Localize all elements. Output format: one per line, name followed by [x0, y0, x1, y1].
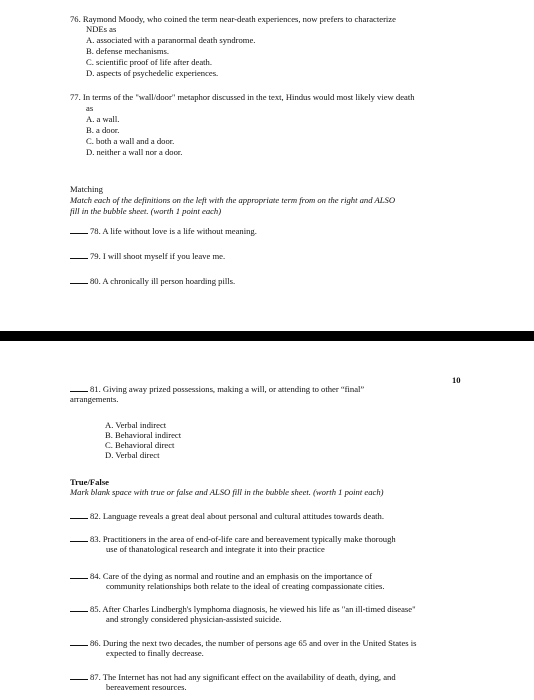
q81-option-c: C. Behavioral direct — [105, 440, 175, 450]
tf-item-83: 83. Practitioners in the area of end-of-life care and bereavement typically make thorough — [70, 534, 396, 544]
tf-item-87-cont: bereavement resources. — [106, 682, 187, 692]
truefalse-instructions: Mark blank space with true or false and ALSO fill in the bubble sheet. (worth 1 point each) — [70, 487, 384, 497]
q77-option-a: A. a wall. — [86, 114, 120, 124]
q76-option-a: A. associated with a paranormal death syndrome. — [86, 35, 256, 45]
q76-stem-cont: NDEs as — [86, 24, 117, 34]
matching-instructions-cont: fill in the bubble sheet. (worth 1 point each) — [70, 206, 222, 216]
answer-blank[interactable] — [70, 511, 88, 519]
answer-blank[interactable] — [70, 604, 88, 612]
answer-blank[interactable] — [70, 226, 88, 234]
tf-item-85: 85. After Charles Lindbergh's lymphoma diagnosis, he viewed his life as "an ill-timed disease" — [70, 604, 416, 614]
answer-blank[interactable] — [70, 571, 88, 579]
tf-item-83-cont: use of thanatological research and integrate it into their practice — [106, 544, 325, 554]
matching-heading: Matching — [70, 184, 103, 194]
tf-item-87: 87. The Internet has not had any significant effect on the availability of death, dying, and — [70, 672, 396, 682]
tf-item-84: 84. Care of the dying as normal and routine and an emphasis on the importance of — [70, 571, 372, 581]
q77-option-b: B. a door. — [86, 125, 120, 135]
q81-option-a: A. Verbal indirect — [105, 420, 167, 430]
matching-item-80: 80. A chronically ill person hoarding pills. — [70, 276, 235, 286]
q76-option-c: C. scientific proof of life after death. — [86, 57, 212, 67]
q76-stem: 76. Raymond Moody, who coined the term near-death experiences, now prefers to characterize — [70, 14, 396, 24]
truefalse-heading: True/False — [70, 477, 109, 487]
answer-blank[interactable] — [70, 672, 88, 680]
matching-item-78: 78. A life without love is a life without meaning. — [70, 226, 257, 236]
q81-option-b: B. Behavioral indirect — [105, 430, 182, 440]
q81-option-d: D. Verbal direct — [105, 450, 160, 460]
tf-item-86: 86. During the next two decades, the number of persons age 65 and over in the United States is — [70, 638, 416, 648]
page-1 — [0, 0, 534, 331]
tf-item-84-cont: community relationships both relate to the ideal of creating compassionate cities. — [106, 581, 385, 591]
answer-blank[interactable] — [70, 534, 88, 542]
q77-stem-cont: as — [86, 103, 94, 113]
q81-stem-cont: arrangements. — [70, 394, 119, 404]
q77-stem: 77. In terms of the "wall/door" metaphor discussed in the text, Hindus would most likely view death — [70, 92, 415, 102]
page-2 — [0, 341, 534, 700]
tf-item-82: 82. Language reveals a great deal about personal and cultural attitudes towards death. — [70, 511, 384, 521]
page-number: 10 — [452, 375, 461, 385]
q77-option-c: C. both a wall and a door. — [86, 136, 175, 146]
answer-blank[interactable] — [70, 276, 88, 284]
answer-blank[interactable] — [70, 638, 88, 646]
q77-option-d: D. neither a wall nor a door. — [86, 147, 183, 157]
answer-blank[interactable] — [70, 384, 88, 392]
matching-instructions: Match each of the definitions on the left with the appropriate term from on the right and ALSO — [70, 195, 396, 205]
q76-option-b: B. defense mechanisms. — [86, 46, 170, 56]
answer-blank[interactable] — [70, 251, 88, 259]
tf-item-85-cont: and strongly considered physician-assisted suicide. — [106, 614, 282, 624]
q76-option-d: D. aspects of psychedelic experiences. — [86, 68, 219, 78]
tf-item-86-cont: expected to finally decrease. — [106, 648, 204, 658]
matching-item-79: 79. I will shoot myself if you leave me. — [70, 251, 225, 261]
q81-stem: 81. Giving away prized possessions, making a will, or attending to other “final” — [70, 384, 364, 394]
